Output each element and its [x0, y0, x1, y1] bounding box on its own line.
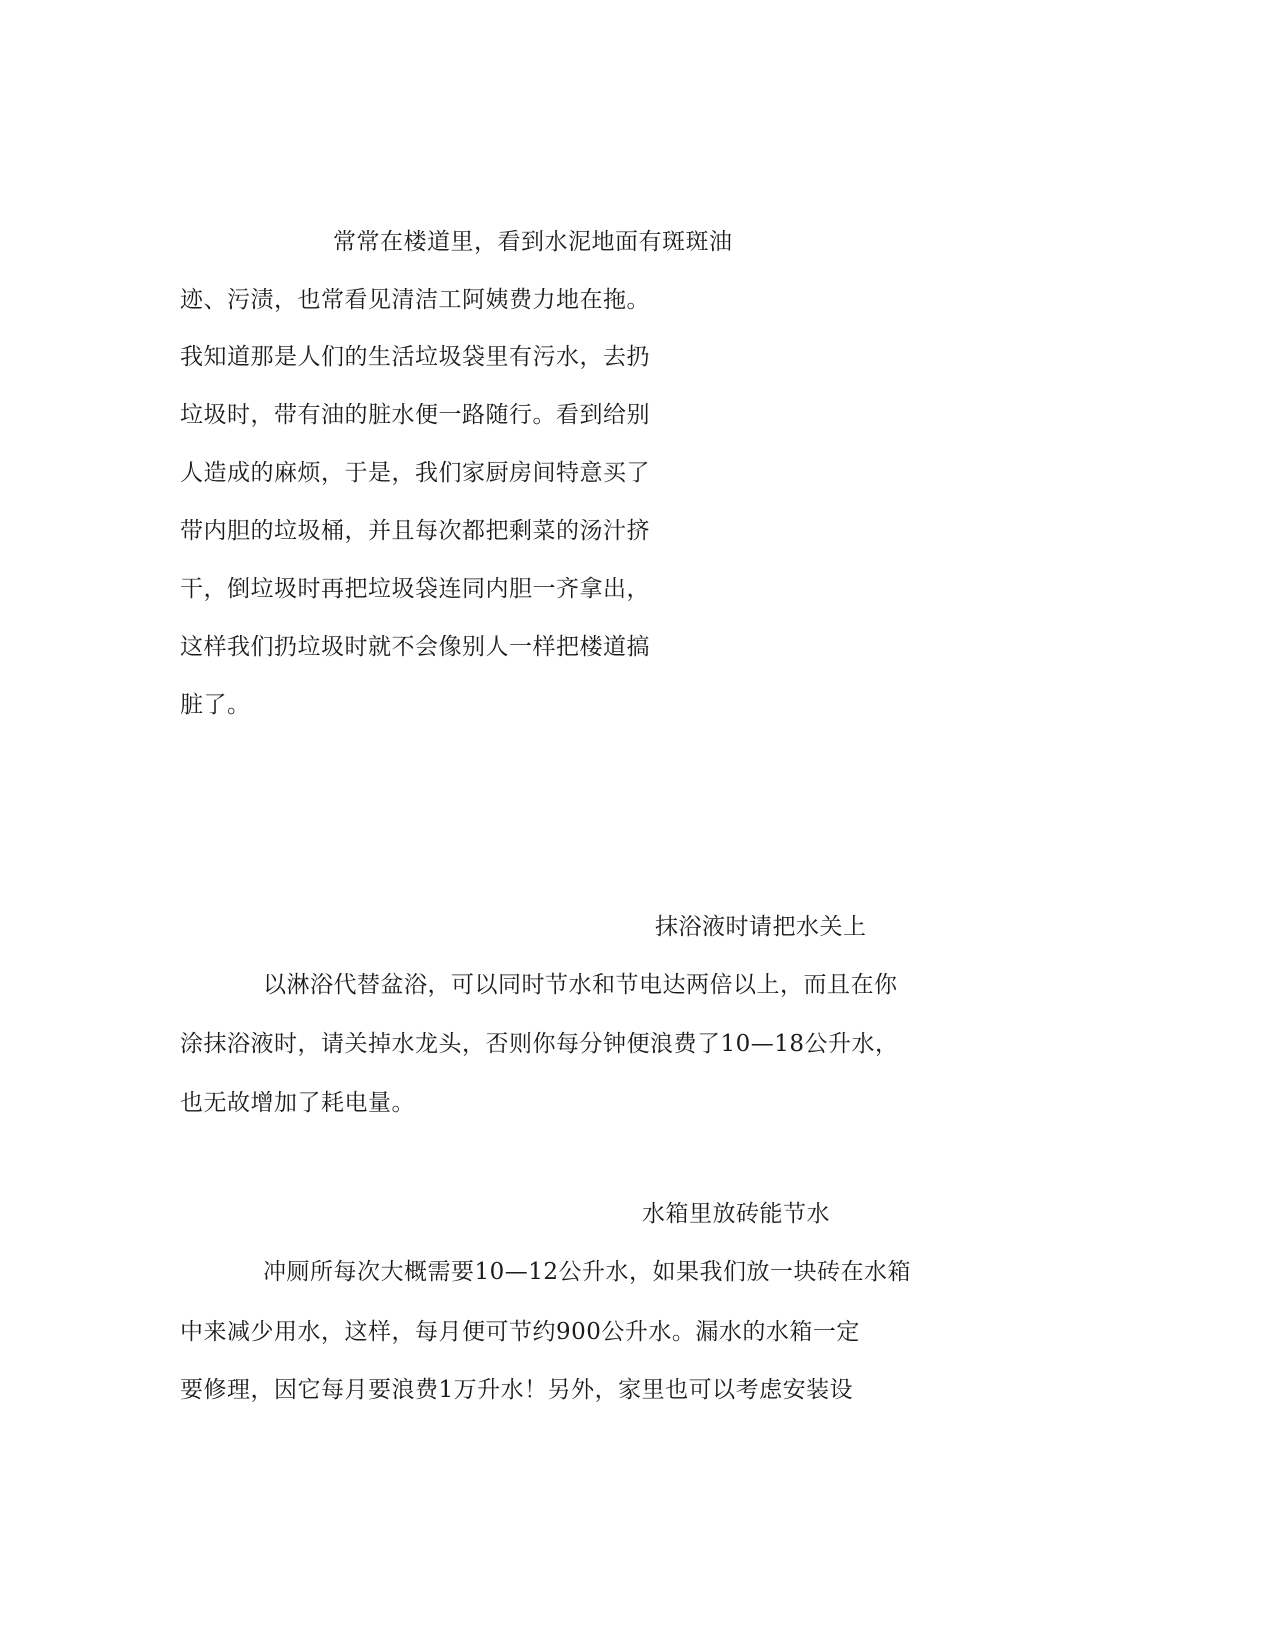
paragraph-line: 脏了。 [180, 692, 251, 718]
paragraph-line: 常常在楼道里，看到水泥地面有斑斑油 [333, 229, 733, 255]
paragraph-line: 要修理，因它每月要浪费1万升水！另外，家里也可以考虑安装设 [180, 1377, 854, 1403]
section-heading: 水箱里放砖能节水 [642, 1201, 830, 1227]
paragraph-line: 中来减少用水，这样，每月便可节约900公升水。漏水的水箱一定 [180, 1319, 860, 1345]
paragraph-line: 带内胆的垃圾桶，并且每次都把剩菜的汤汁挤 [180, 518, 650, 544]
paragraph-line: 也无故增加了耗电量。 [180, 1090, 415, 1116]
paragraph-line: 迹、污渍，也常看见清洁工阿姨费力地在拖。 [180, 287, 650, 313]
paragraph-line: 人造成的麻烦，于是，我们家厨房间特意买了 [180, 460, 650, 486]
section-heading: 抹浴液时请把水关上 [655, 914, 867, 940]
paragraph-line: 以淋浴代替盆浴，可以同时节水和节电达两倍以上，而且在你 [263, 972, 898, 998]
paragraph-line: 这样我们扔垃圾时就不会像别人一样把楼道搞 [180, 634, 650, 660]
paragraph-line: 冲厕所每次大概需要10—12公升水，如果我们放一块砖在水箱 [263, 1259, 912, 1285]
paragraph-line: 干，倒垃圾时再把垃圾袋连同内胆一齐拿出， [180, 576, 650, 602]
paragraph-line: 垃圾时，带有油的脏水便一路随行。看到给别 [180, 402, 650, 428]
paragraph-line: 我知道那是人们的生活垃圾袋里有污水，去扔 [180, 344, 650, 370]
paragraph-line: 涂抹浴液时，请关掉水龙头，否则你每分钟便浪费了10—18公升水， [180, 1031, 899, 1057]
